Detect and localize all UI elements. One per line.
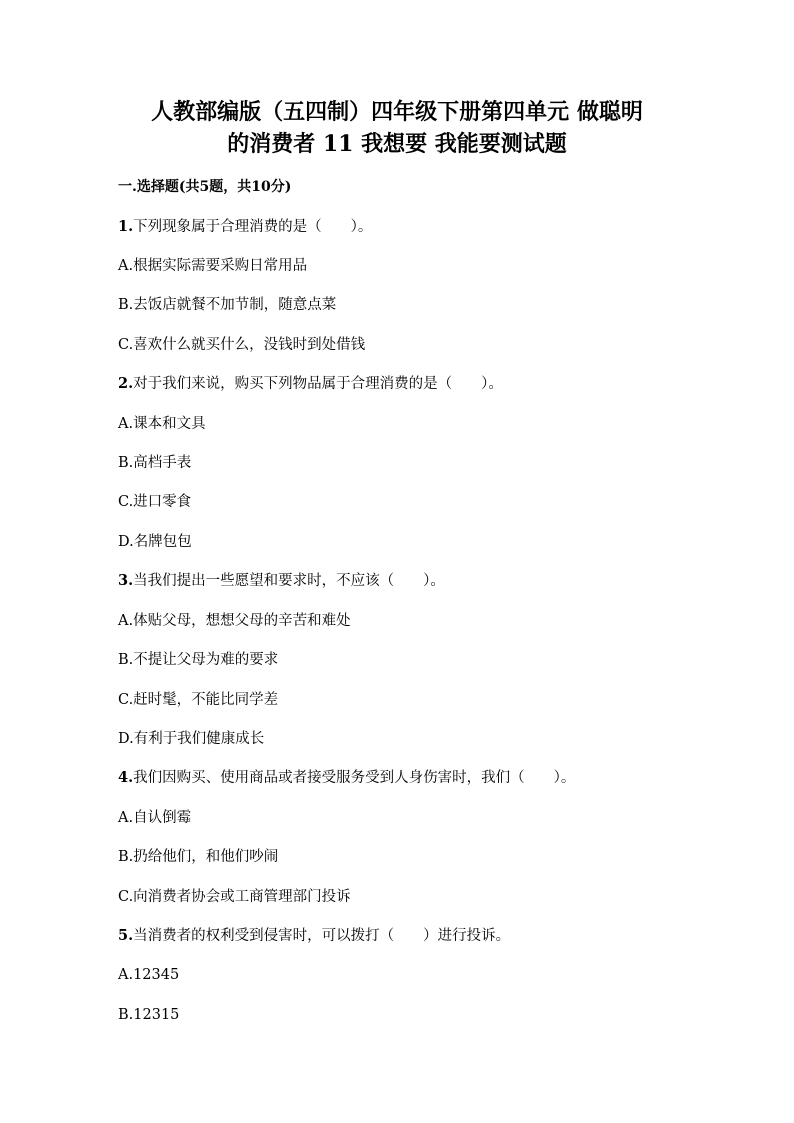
question-4-option-a: A.自认倒霉	[118, 810, 192, 826]
question-5	[118, 926, 510, 946]
question-3-option-c: C.赶时髦，不能比同学差	[118, 692, 279, 708]
question-5-option-b: B.12315	[118, 1007, 180, 1023]
question-5-option-a: A.12345	[118, 967, 180, 983]
question-number: 5.	[118, 927, 134, 944]
question-2-option-d: D.名牌包包	[118, 534, 192, 550]
page-title-line-2: 的消费者 11 我想要 我能要测试题	[227, 131, 567, 157]
question-4-option-b: B.扔给他们，和他们吵闹	[118, 849, 279, 865]
question-text: 下列现象属于合理消费的是（ ）。	[133, 219, 373, 235]
question-2-option-c: C.进口零食	[118, 494, 192, 510]
question-3-option-b: B.不提让父母为难的要求	[118, 652, 279, 668]
question-text: 我们因购买、使用商品或者接受服务受到人身伤害时，我们（ ）。	[133, 770, 576, 786]
section-heading: 一.选择题(共5题，共10分)	[118, 179, 292, 195]
question-4-option-c: C.向消费者协会或工商管理部门投诉	[118, 889, 351, 905]
page-title-line-1: 人教部编版（五四制）四年级下册第四单元 做聪明	[151, 99, 643, 125]
question-2	[118, 374, 503, 394]
question-text: 当消费者的权利受到侵害时，可以拨打（ ）进行投诉。	[133, 928, 511, 944]
question-text: 对于我们来说，购买下列物品属于合理消费的是（ ）。	[133, 376, 503, 392]
question-2-option-a: A.课本和文具	[118, 416, 206, 432]
question-2-option-b: B.高档手表	[118, 455, 192, 471]
question-1-option-c: C.喜欢什么就买什么，没钱时到处借钱	[118, 337, 366, 353]
question-number: 1.	[118, 218, 134, 235]
question-number: 2.	[118, 375, 134, 392]
question-3-option-d: D.有利于我们健康成长	[118, 731, 265, 747]
question-number: 4.	[118, 769, 134, 786]
question-4	[118, 768, 575, 788]
question-number: 3.	[118, 572, 134, 589]
question-1	[118, 217, 372, 237]
question-3	[118, 571, 445, 591]
question-text: 当我们提出一些愿望和要求时，不应该（ ）。	[133, 573, 445, 589]
question-3-option-a: A.体贴父母，想想父母的辛苦和难处	[118, 613, 351, 629]
question-1-option-b: B.去饭店就餐不加节制，随意点菜	[118, 297, 337, 313]
question-1-option-a: A.根据实际需要采购日常用品	[118, 258, 308, 274]
